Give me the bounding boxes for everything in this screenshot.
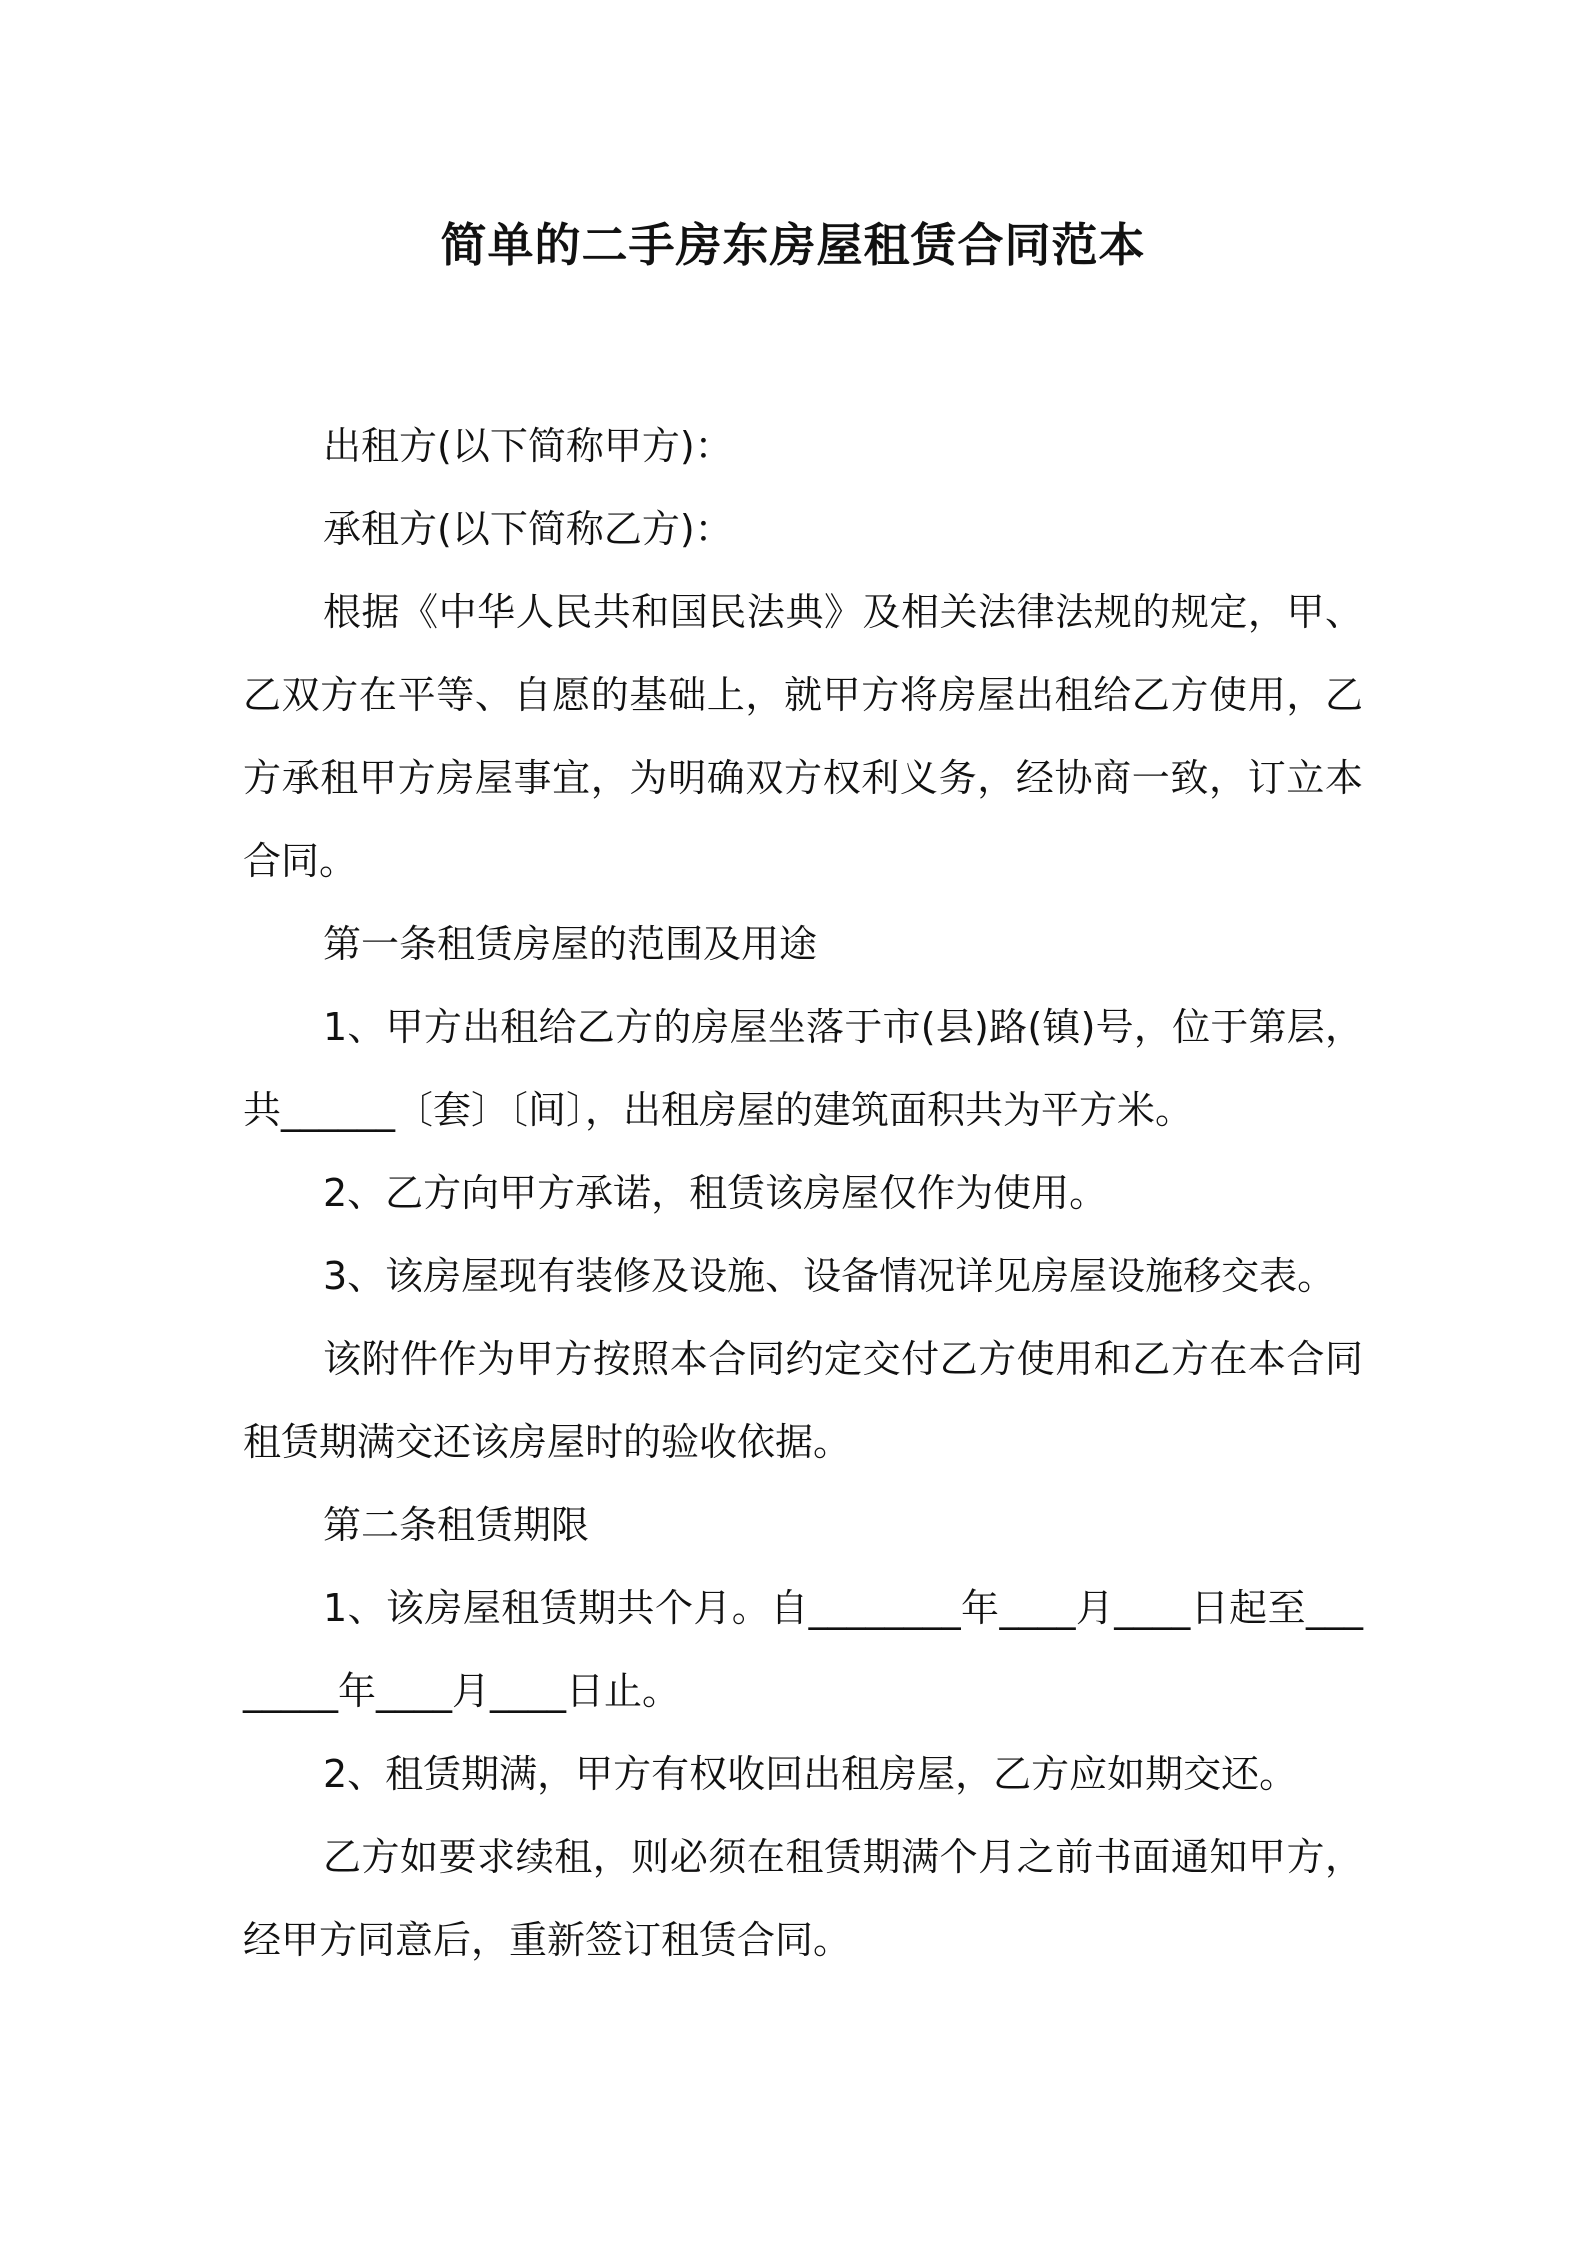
document-title: 简单的二手房东房屋租赁合同范本	[440, 218, 1146, 272]
document-body	[243, 405, 1363, 1982]
article-2-clause-2: 2、租赁期满，甲方有权收回出租房屋，乙方应如期交还。	[323, 1752, 1298, 1796]
article-2-renewal-note: 乙方如要求续租，则必须在租赁期满个月之前书面通知甲方，经甲方同意后，重新签订租赁合同。	[243, 1835, 1363, 1962]
article-1-clause-1: 1、甲方出租给乙方的房屋坐落于市(县)路(镇)号，位于第层，共______〔套〕〔间〕，出租房屋的建筑面积共为平方米。	[243, 1005, 1363, 1132]
paragraph-lessor: 出租方(以下简称甲方)：	[323, 424, 733, 468]
article-1-heading: 第一条租赁房屋的范围及用途	[323, 922, 818, 966]
article-1-clause-2: 2、乙方向甲方承诺，租赁该房屋仅作为使用。	[323, 1171, 1108, 1215]
paragraph-preamble: 根据《中华人民共和国民法典》及相关法律法规的规定，甲、乙双方在平等、自愿的基础上，就甲方将房屋出租给乙方使用，乙方承租甲方房屋事宜，为明确双方权利义务，经协商一致，订立本合同。	[243, 590, 1363, 883]
article-1-attachment-note: 该附件作为甲方按照本合同约定交付乙方使用和乙方在本合同租赁期满交还该房屋时的验收依据。	[243, 1337, 1363, 1464]
article-2-clause-1: 1、该房屋租赁期共个月。自________年____月____日起至________年____月____日止。	[243, 1586, 1363, 1713]
article-2-heading: 第二条租赁期限	[323, 1503, 590, 1547]
article-1-clause-3: 3、该房屋现有装修及设施、设备情况详见房屋设施移交表。	[323, 1254, 1336, 1298]
paragraph-lessee: 承租方(以下简称乙方)：	[323, 507, 733, 551]
